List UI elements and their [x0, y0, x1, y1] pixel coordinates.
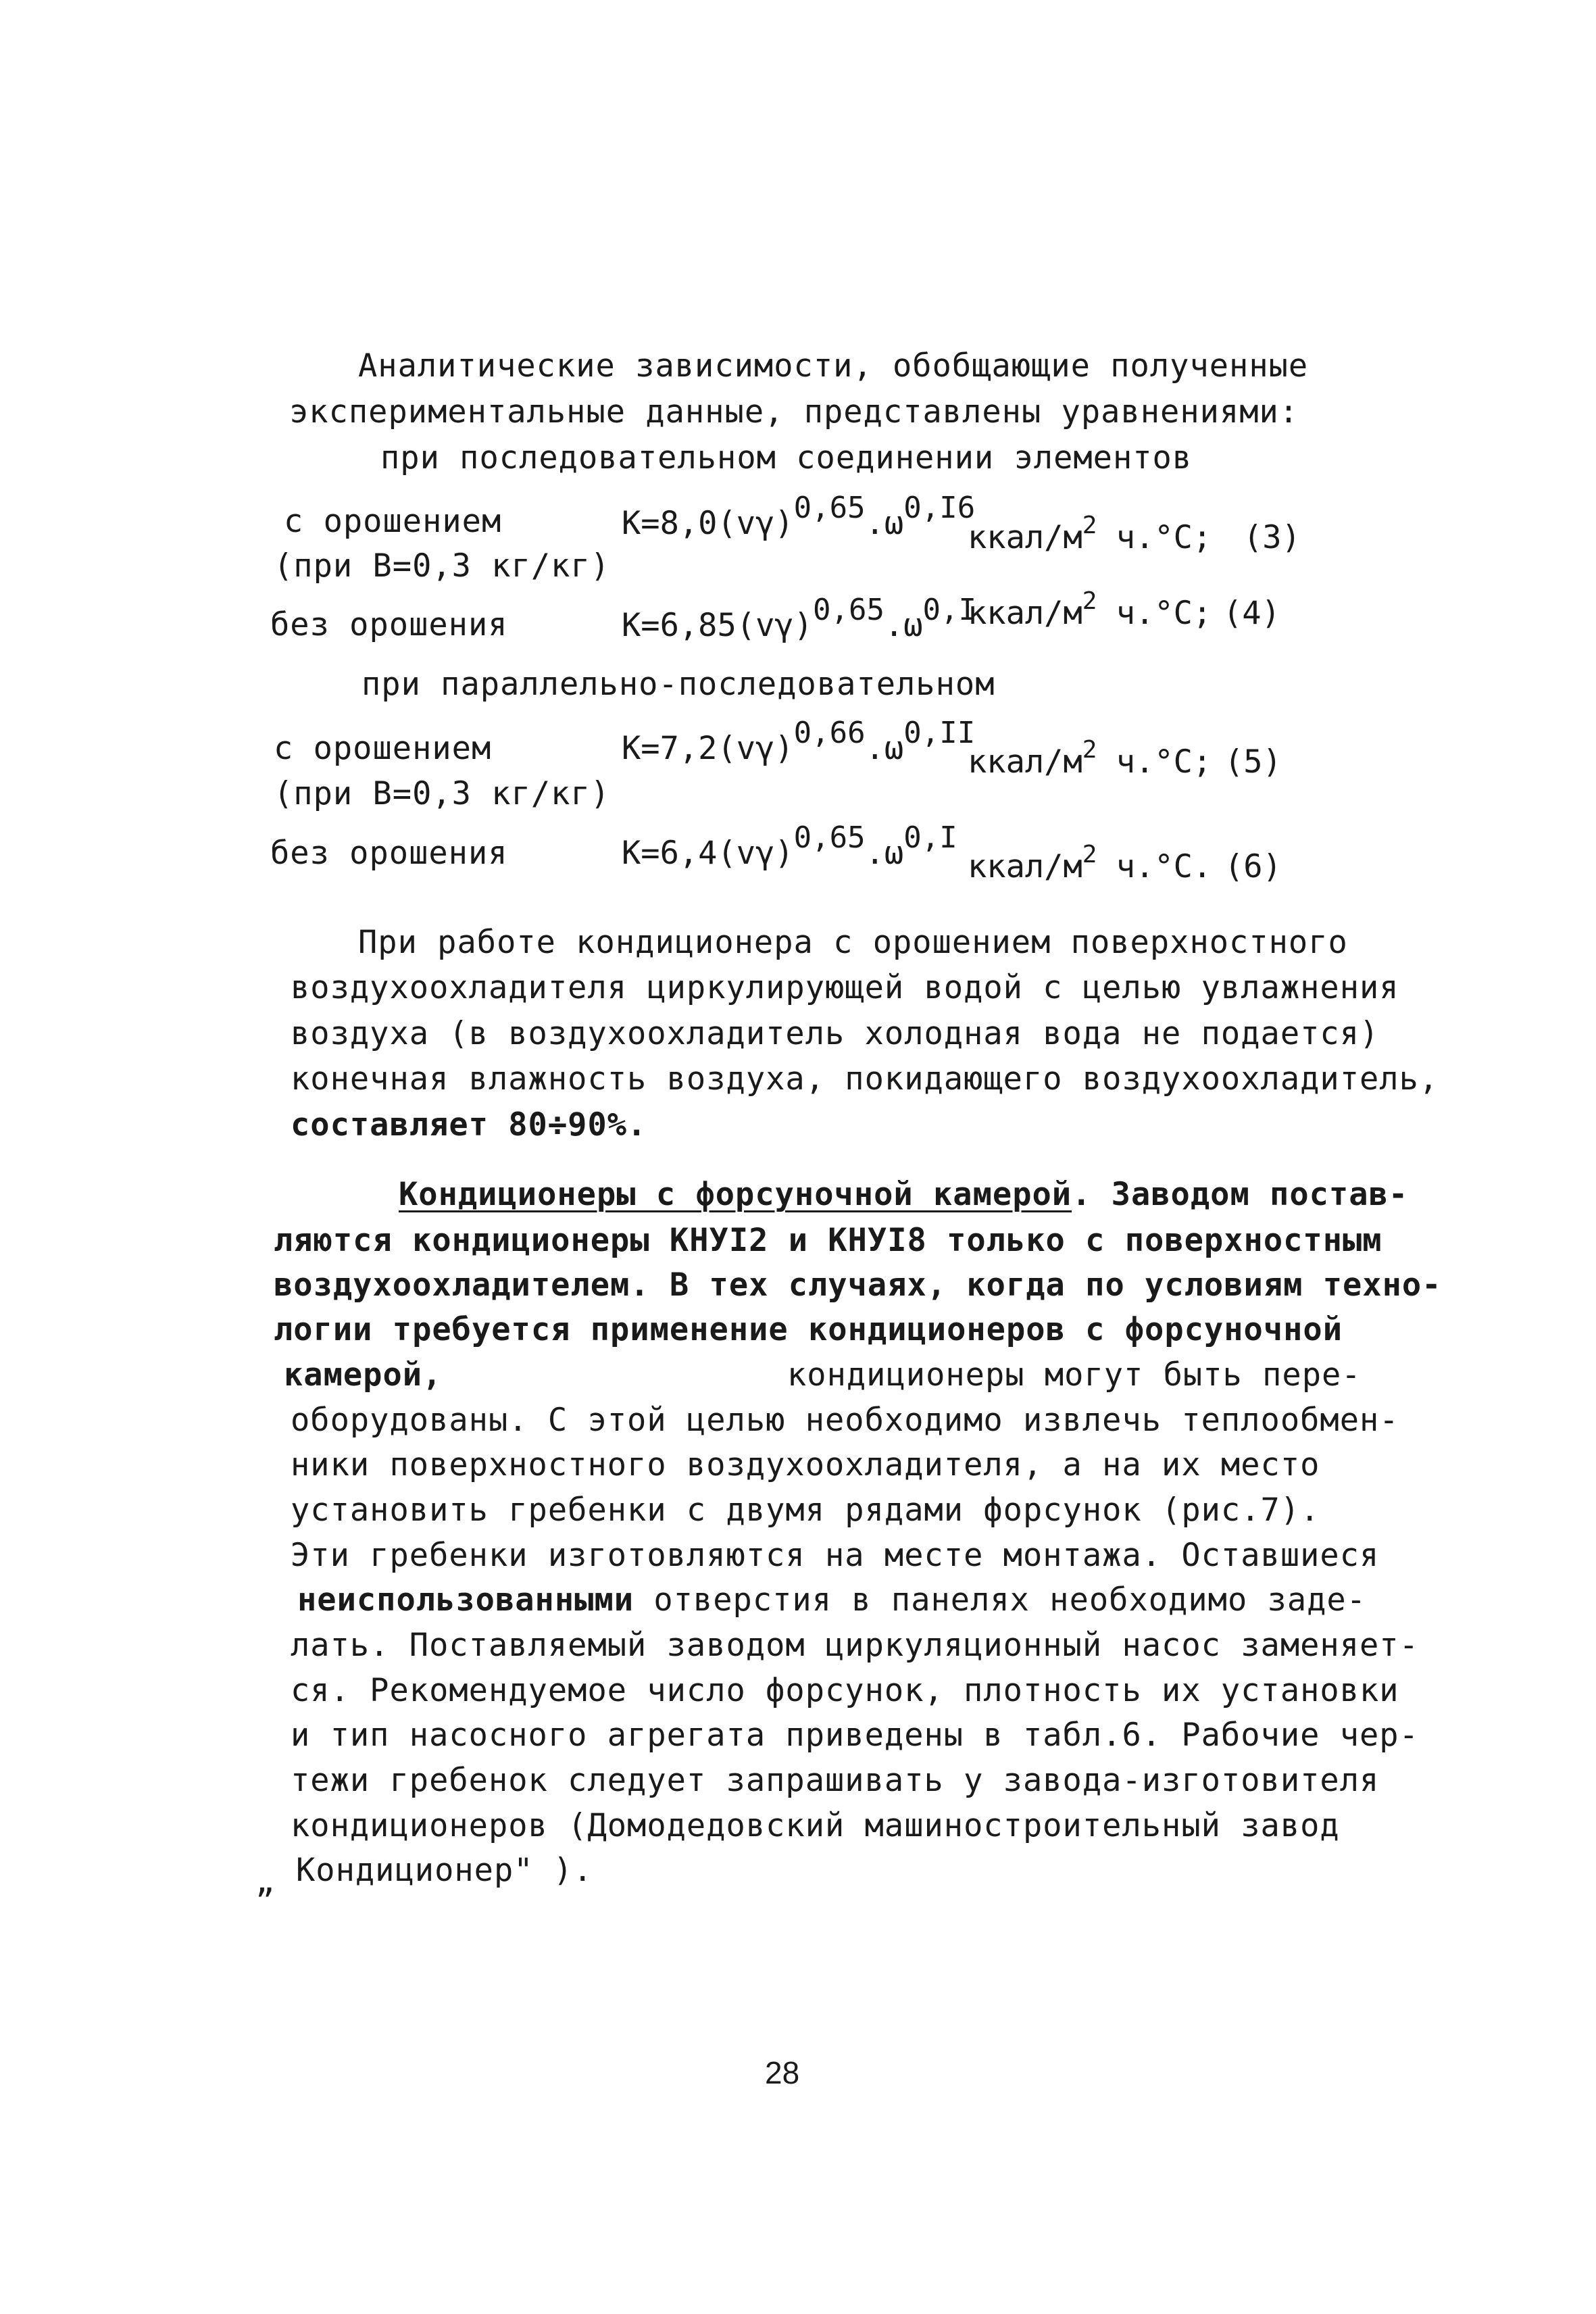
para2-line-10a: неиспользованными: [297, 1581, 634, 1619]
formula-6-exp2: 0,I: [903, 820, 957, 855]
formula-6-base: K=6,4(vγ): [622, 835, 794, 872]
para2-line-14: тежи гребенок следует запрашивать у завода-изготовителя: [291, 1762, 1380, 1799]
para2-line-10: [297, 1580, 1366, 1621]
para1-line-4: конечная влажность воздуха, покидающего воздухоохладитель,: [291, 1060, 1439, 1098]
formula-5-exp1: 0,66: [793, 716, 866, 750]
unit-4: [968, 587, 1212, 632]
parallel-without-irrigation-label: без орошения: [270, 835, 508, 872]
para1-line-5: составляет 80÷90%.: [291, 1106, 647, 1143]
unit-4-main: ккал/м: [968, 595, 1082, 632]
formula-3-exp1: 0,65: [793, 491, 866, 525]
formula-6-mid: .ω: [865, 835, 904, 872]
para2-line-8: установить гребенки с двумя рядами форсунок (рис.7).: [291, 1492, 1320, 1529]
unit-5-main: ккал/м: [968, 743, 1082, 781]
parallel-with-irrigation-label: с орошением: [274, 730, 492, 767]
equation-number-5: (5): [1224, 743, 1282, 781]
formula-3: [622, 491, 976, 542]
formula-3-base: K=8,0(vγ): [622, 505, 794, 542]
para2-line-12: ся. Рекомендуемое число форсунок, плотность их установки: [291, 1672, 1399, 1709]
equation-number-4: (4): [1223, 595, 1280, 632]
para2-line-5b: кондиционеры могут быть пере-: [787, 1356, 1362, 1394]
unit-3-tail: ч.°С;: [1097, 519, 1212, 556]
formula-5-exp2: 0,II: [903, 716, 976, 750]
para2-line-9: Эти гребенки изготовляются на месте монтажа. Оставшиеся: [291, 1537, 1380, 1574]
formula-6: [622, 820, 957, 872]
intro-line-2: экспериментальные данные, представлены уравнениями:: [289, 393, 1299, 430]
intro-line-3: при последовательном соединении элементов: [380, 439, 1193, 476]
unit-3: [968, 512, 1212, 556]
serial-without-irrigation-label: без орошения: [270, 606, 508, 643]
formula-5-mid: .ω: [865, 730, 904, 767]
para2-line-5a: камерой,: [284, 1356, 443, 1394]
para2-line-1: [399, 1175, 1408, 1215]
equation-number-6: (6): [1224, 848, 1282, 885]
unit-6-main: ккал/м: [968, 848, 1082, 885]
para1-line-2: воздухоохладителя циркулирующей водой с целью увлажнения: [291, 969, 1399, 1006]
para2-line-2: ляются кондиционеры КНУI2 и КНУI8 только с поверхностным: [274, 1222, 1382, 1259]
para2-line-3: воздухоохладителем. В тех случаях, когда по условиям техно-: [274, 1266, 1442, 1304]
formula-6-exp1: 0,65: [793, 820, 866, 855]
para2-line-10b: отверстия в панелях необходимо заде-: [634, 1581, 1367, 1619]
formula-4-mid: .ω: [884, 607, 923, 644]
para2-line-15: кондиционеров (Домодедовский машиностроительный завод: [291, 1807, 1340, 1844]
formula-5: [622, 716, 976, 767]
serial-with-irrigation-condition: (при B=0,3 кг/кг): [274, 547, 611, 585]
unit-6-tail: ч.°С.: [1097, 848, 1212, 885]
equation-number-3: (3): [1243, 519, 1301, 556]
para2-line-13: и тип насосного агрегата приведены в табл.6. Рабочие чер-: [291, 1717, 1419, 1754]
para2-line-11: лать. Поставляемый заводом циркуляционный насос заменяет-: [291, 1627, 1419, 1664]
page-number: 28: [765, 2055, 800, 2090]
para2-line-16-quote: „: [255, 1863, 276, 1900]
para2-line-4: логии требуется применение кондиционеров с форсуночной: [274, 1311, 1343, 1348]
formula-4-base: K=6,85(vγ): [622, 607, 813, 644]
unit-5-exp: 2: [1082, 736, 1097, 764]
formula-3-mid: .ω: [865, 505, 904, 542]
unit-3-main: ккал/м: [968, 519, 1082, 556]
unit-3-exp: 2: [1082, 512, 1097, 539]
formula-4-exp1: 0,65: [812, 593, 884, 627]
unit-4-tail: ч.°С;: [1097, 595, 1212, 632]
formula-4: [622, 593, 977, 644]
para2-line-7: ники поверхностного воздухоохладителя, а на их место: [291, 1446, 1320, 1483]
parallel-with-irrigation-condition: (при B=0,3 кг/кг): [274, 775, 611, 812]
formula-3-exp2: 0,I6: [903, 491, 976, 525]
unit-5-tail: ч.°С;: [1097, 743, 1212, 781]
unit-5: [968, 736, 1212, 781]
formula-4-exp2: 0,I: [922, 593, 977, 627]
formula-5-base: K=7,2(vγ): [622, 730, 794, 767]
para2-line-1-rest: . Заводом постав-: [1072, 1176, 1409, 1213]
parallel-heading: при параллельно-последовательном: [361, 666, 995, 703]
para1-line-3: воздуха (в воздухоохладитель холодная вода не подается): [291, 1015, 1380, 1052]
para2-line-16: Кондиционер" ).: [296, 1852, 593, 1889]
para1-line-1: При работе кондиционера с орошением поверхностного: [358, 924, 1348, 961]
intro-line-1: Аналитические зависимости, обобщающие полученные: [358, 347, 1309, 385]
para2-line-6: оборудованы. С этой целью необходимо извлечь теплообмен-: [291, 1402, 1399, 1439]
unit-4-exp: 2: [1082, 587, 1097, 615]
section-heading: Кондиционеры с форсуночной камерой: [399, 1176, 1072, 1213]
unit-6: [968, 841, 1212, 885]
unit-6-exp: 2: [1082, 841, 1097, 868]
serial-with-irrigation-label: с орошением: [284, 503, 502, 540]
